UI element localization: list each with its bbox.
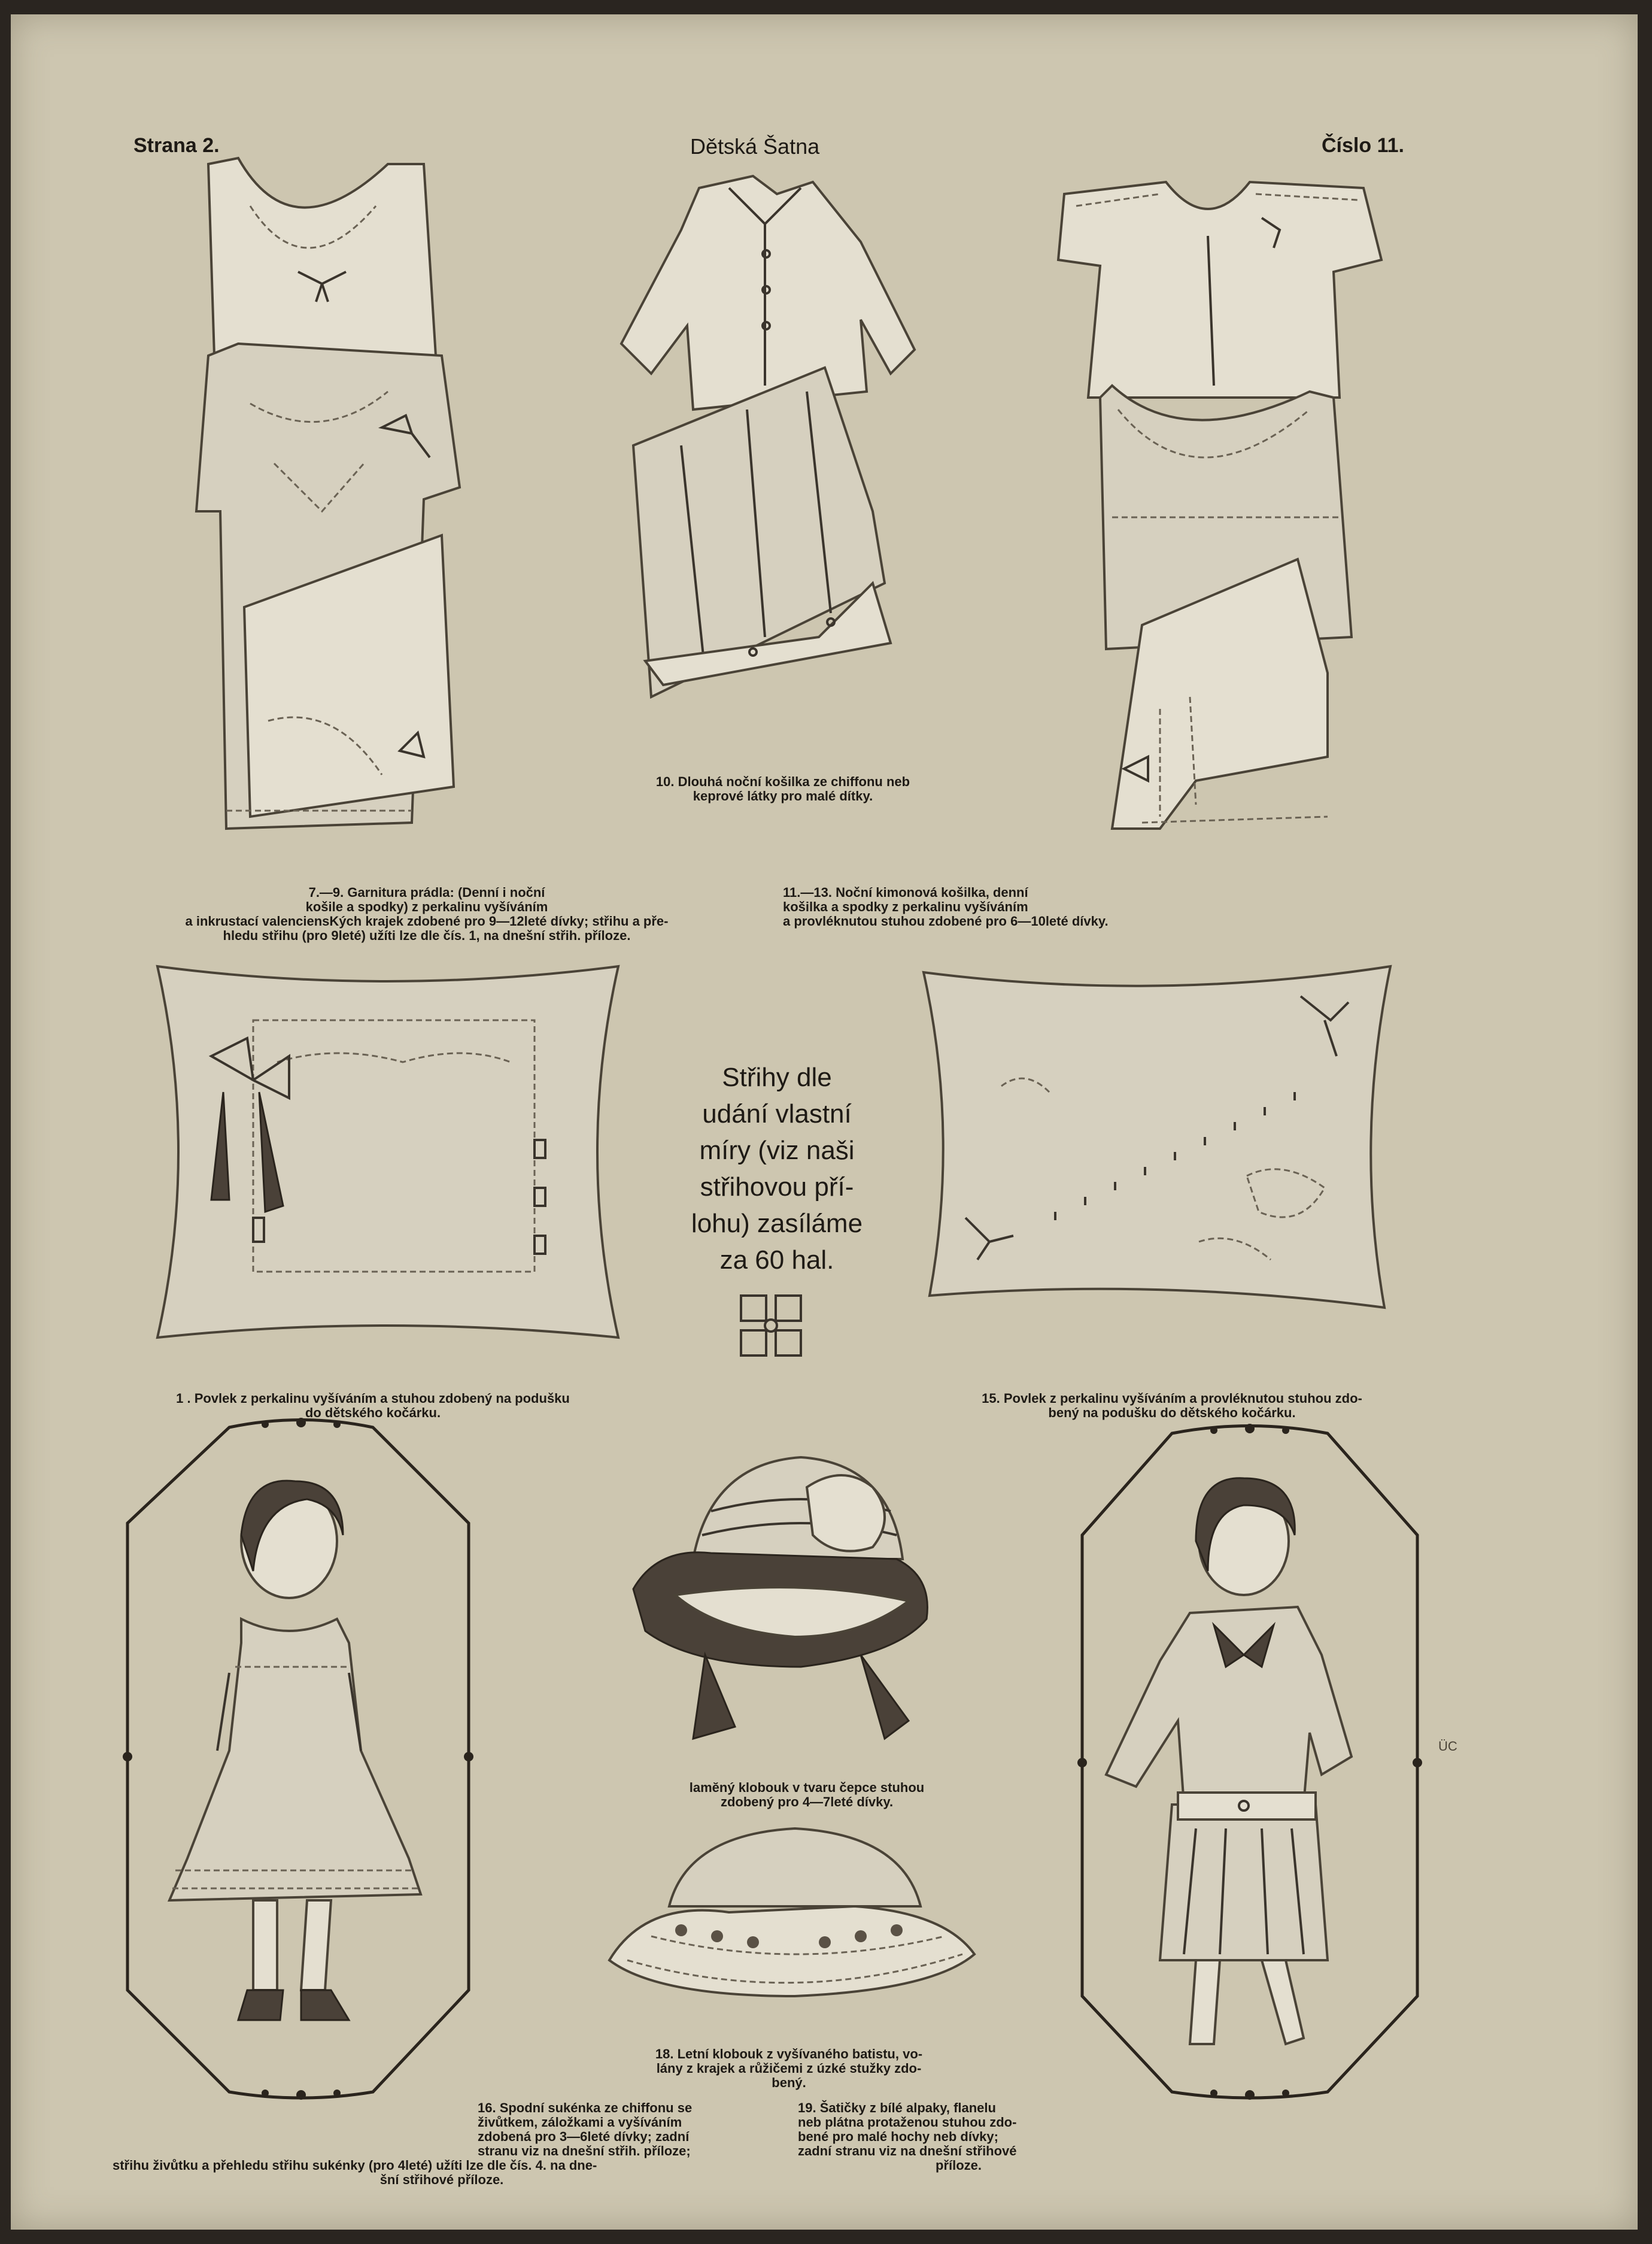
magazine-page	[11, 14, 1638, 2230]
page-number: Strana 2.	[133, 134, 220, 157]
caption-fig-19: 19. Šatičky z bílé alpaky, flanelu neb plátna protaženou stuhou zdo- bené pro malé hochy neb dívky; zadní stranu viz na dnešní střihové příloze.	[798, 2100, 1017, 2173]
night-shirt-illustration	[609, 170, 921, 721]
ornament-icon	[738, 1293, 804, 1358]
issue-number: Číslo 11.	[1322, 134, 1404, 157]
caption-fig-16: 16. Spodní sukénka ze chiffonu se živůtkem, záložkami a vyšíváním zdobená pro 3—6leté dívky; zadní stranu viz na dnešní střih. příloze; střihu živůtku a přehledu střihu sukénky (pro 4leté) užíti lze dle čís. 4. na dne- šní střihové příloze.	[113, 2100, 693, 2187]
margin-mark: ÜC	[1438, 1739, 1457, 1754]
garment-set-illustration	[184, 152, 484, 871]
bonnet-hat-illustration	[621, 1439, 945, 1751]
caption-fig-10: 10. Dlouhá noční košilka ze chiffonu neb keprové látky pro malé dítky.	[655, 774, 910, 803]
caption-fig-14: 1 . Povlek z perkalinu vyšíváním a stuhou zdobený na podušku do dětského kočárku.	[176, 1391, 570, 1420]
pillow-14-illustration	[139, 960, 636, 1344]
caption-fig-7-9: 7.—9. Garnitura prádla: (Denní i noční košile a spodky) z perkalinu vyšíváním a inkrustací valenciensKých krajek zdobené pro 9—12leté dívky; střihu a pře- hledu střihu (pro 9leté) užíti lze dle čís. 1, na dnešní střih. příloze.	[185, 885, 669, 943]
caption-fig-17: lamĕný klobouk v tvaru čepce stuhou zdobený pro 4—7leté dívky.	[689, 1780, 925, 1809]
kimono-nightshirt-illustration	[1052, 170, 1423, 871]
caption-fig-15: 15. Povlek z perkalinu vyšíváním a provléknutou stuhou zdo- bený na podušku do dětského kočárku.	[982, 1391, 1362, 1420]
page-title: Dětská Šatna	[690, 134, 820, 159]
pattern-promo: Střihy dle udání vlastní míry (viz naši střihovou pří- lohu) zasíláme za 60 hal.	[691, 1063, 863, 1275]
child-dress-illustration	[1064, 1421, 1435, 2104]
summer-hat-illustration	[597, 1817, 980, 2008]
caption-fig-18: 18. Letní klobouk z vyšívaného batistu, vo- lány z krajek a růžičemi z úzké stužky zdo- bený.	[655, 2046, 923, 2090]
caption-fig-11-13: 11.—13. Noční kimonová košilka, denní košilka a spodky z perkalinu vyšíváním a provléknutou stuhou zdobené pro 6—10leté dívky.	[783, 885, 1109, 929]
pillow-15-illustration	[912, 960, 1408, 1320]
girl-petticoat-illustration	[110, 1415, 493, 2104]
